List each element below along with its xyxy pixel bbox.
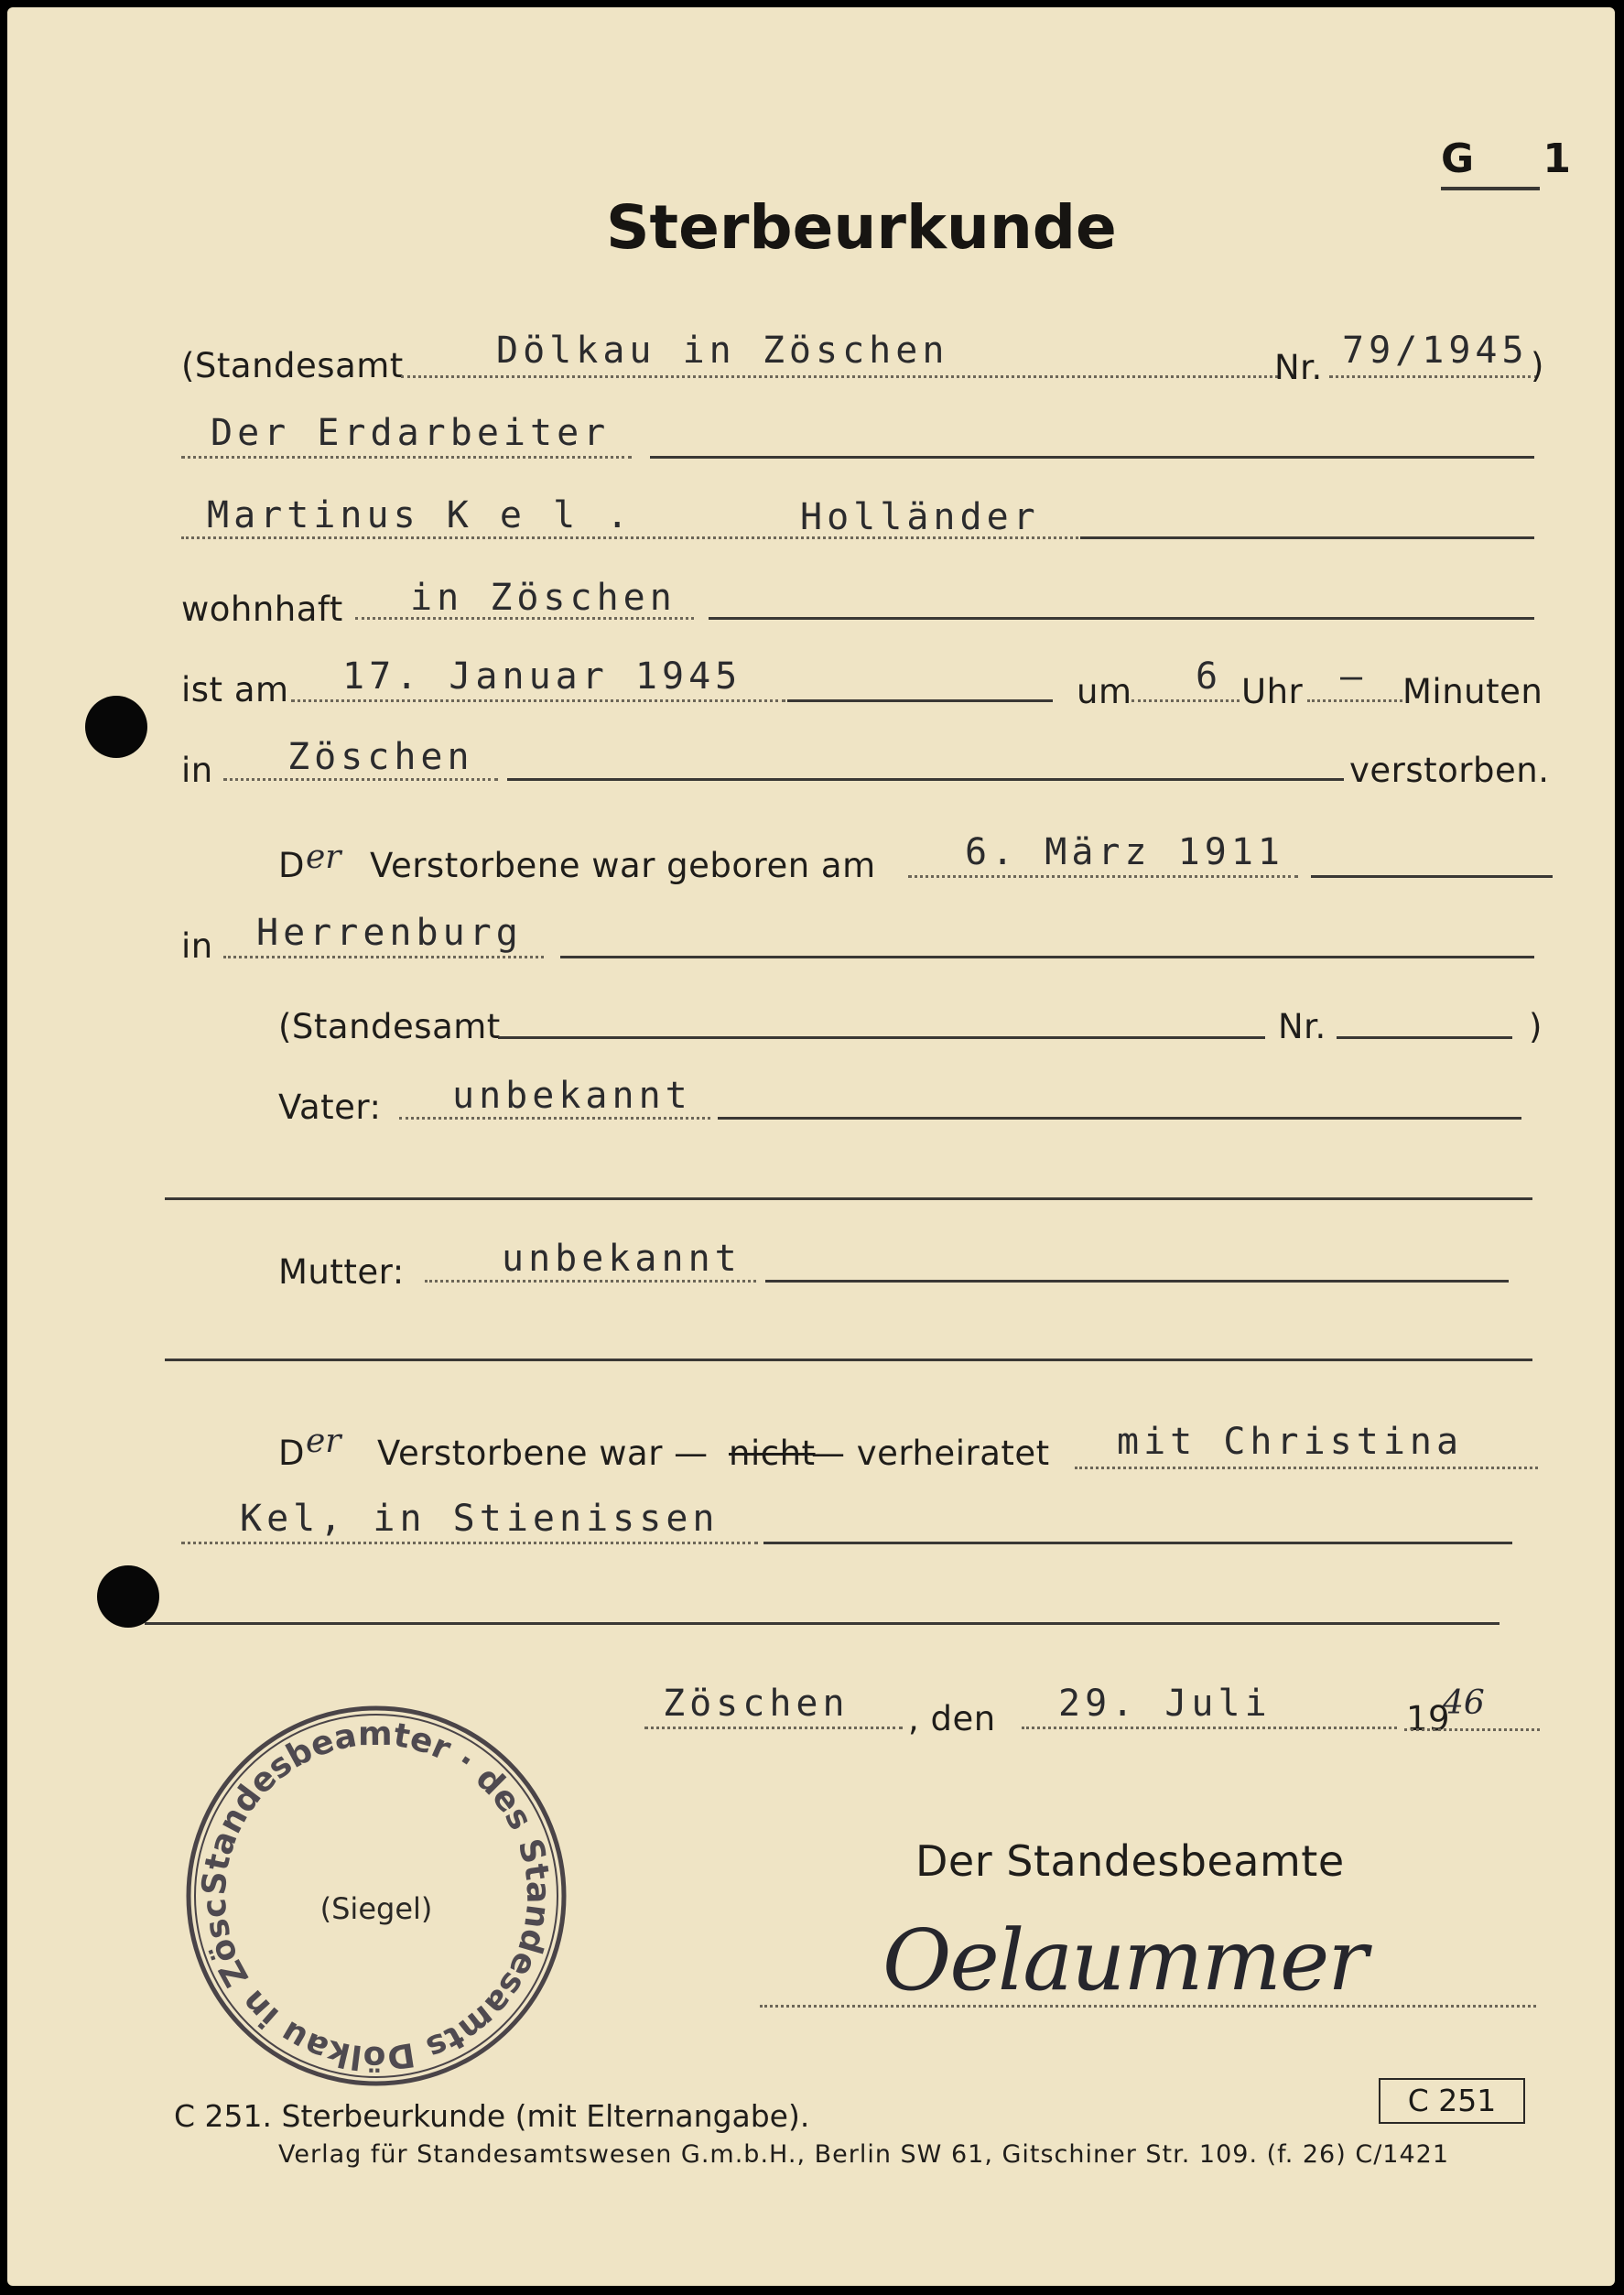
mother-value: unbekannt <box>502 1238 742 1280</box>
residence-label: wohnhaft <box>181 590 343 629</box>
name-fill-line <box>1080 536 1534 539</box>
occupation-fill-line <box>650 456 1534 459</box>
birthplace-value: Herrenburg <box>256 912 523 954</box>
birthplace-label: in <box>181 926 213 966</box>
death-date-fill-line <box>787 699 1053 702</box>
father-value: unbekannt <box>452 1075 692 1117</box>
married-label-d: D <box>278 1434 305 1473</box>
hour-value: 6 <box>1196 655 1223 698</box>
document-title: Sterbeurkunde <box>606 192 1117 263</box>
place-label: in <box>181 751 213 790</box>
spouse-dotline <box>1075 1467 1538 1469</box>
issue-year-dotline <box>1404 1728 1540 1731</box>
spouse-value-2: Kel, in Stienissen <box>240 1498 720 1540</box>
birth-nr-label: Nr. <box>1278 1007 1326 1046</box>
married-label-fill: er <box>306 1423 341 1460</box>
registrar-label: Der Standesbeamte <box>915 1836 1345 1886</box>
issue-year-prefix: 19 <box>1406 1699 1451 1738</box>
birth-date-dotline <box>908 875 1298 878</box>
registrar-signature: Oelaummer <box>882 1911 1367 2009</box>
minute-label: Minuten <box>1402 672 1543 711</box>
died-label: verstorben. <box>1349 751 1550 790</box>
spouse-value-1: mit Christina <box>1117 1421 1464 1463</box>
occupation-dotline <box>181 456 632 459</box>
father-second-line <box>165 1197 1532 1200</box>
seal-text: Standesbeamter · des Standesamts Dölkau in Zösc <box>195 1715 558 2077</box>
issue-den: , den <box>908 1699 996 1738</box>
mother-fill-line <box>765 1280 1509 1283</box>
issue-date-dotline <box>1022 1727 1397 1729</box>
place-dotline <box>223 778 498 781</box>
nationality-value: Holländer <box>800 496 1040 538</box>
spouse-fill-line-2 <box>763 1542 1512 1544</box>
official-seal <box>179 1699 573 2093</box>
form-code-underline <box>1441 187 1540 190</box>
mother-label: Mutter: <box>278 1252 405 1292</box>
married-text2: — verheiratet <box>811 1434 1050 1473</box>
birthplace-dotline <box>223 956 544 958</box>
father-fill-line <box>718 1117 1521 1120</box>
hour-dotline <box>1131 699 1240 702</box>
hour-label: Uhr <box>1241 672 1304 711</box>
birth-registry-label: (Standesamt <box>278 1007 501 1046</box>
death-date-dotline <box>291 699 785 702</box>
minute-dotline <box>1307 699 1402 702</box>
married-strike: nicht <box>729 1434 816 1473</box>
residence-fill-line <box>709 617 1534 620</box>
issue-year-suffix: 46 <box>1443 1684 1485 1722</box>
born-label: Verstorbene war geboren am <box>370 846 876 885</box>
issue-place: Zöschen <box>663 1683 850 1725</box>
place-value: Zöschen <box>287 736 474 778</box>
married-text: Verstorbene war — <box>377 1434 709 1473</box>
seal-label: (Siegel) <box>319 1891 433 1926</box>
father-label: Vater: <box>278 1088 382 1127</box>
registry-label: (Standesamt <box>181 346 404 385</box>
residence-value: in Zöschen <box>410 577 677 619</box>
mother-dotline <box>425 1280 756 1283</box>
footer-form-box: C 251 <box>1379 2078 1525 2124</box>
time-label-um: um <box>1077 672 1132 711</box>
registry-value: Dölkau in Zöschen <box>496 330 949 372</box>
born-label-fill: er <box>306 839 341 876</box>
occupation-value: Der Erdarbeiter <box>211 412 611 454</box>
place-fill-line <box>507 778 1344 781</box>
spouse-dotline-2 <box>181 1542 758 1544</box>
form-code: G 1 <box>1441 135 1599 182</box>
signature-dotline <box>760 2005 1536 2008</box>
issue-date: 29. Juli <box>1058 1683 1272 1725</box>
birth-registry-fill-line <box>498 1036 1265 1039</box>
issue-place-dotline <box>644 1727 903 1729</box>
birth-registry-close: ) <box>1529 1007 1543 1046</box>
punch-hole-top <box>85 696 147 758</box>
certificate-paper <box>7 7 1615 2286</box>
birth-date-fill-line <box>1311 875 1553 878</box>
birth-date-value: 6. März 1911 <box>965 831 1284 873</box>
footer-publisher: Verlag für Standesamtswesen G.m.b.H., Berlin SW 61, Gitschiner Str. 109. (f. 26) C/1421 <box>278 2140 1450 2169</box>
footer-form-code: C 251. Sterbeurkunde (mit Elternangabe). <box>174 2098 810 2134</box>
death-date-label: ist am <box>181 670 289 709</box>
registry-close: ) <box>1531 346 1544 385</box>
nr-dotline <box>1329 375 1538 378</box>
extra-line <box>145 1622 1499 1625</box>
nr-value: 79/1945 <box>1342 330 1529 372</box>
punch-hole-bottom <box>97 1565 159 1628</box>
mother-second-line <box>165 1359 1532 1361</box>
birth-nr-fill-line <box>1337 1036 1512 1039</box>
father-dotline <box>399 1117 710 1120</box>
nr-label: Nr. <box>1274 348 1323 387</box>
minute-value: – <box>1340 655 1368 698</box>
birthplace-fill-line <box>560 956 1534 958</box>
death-date-value: 17. Januar 1945 <box>342 655 742 698</box>
born-label-d: D <box>278 846 305 885</box>
name-value: Martinus K e l . <box>207 494 633 536</box>
registry-dotline <box>401 375 1278 378</box>
